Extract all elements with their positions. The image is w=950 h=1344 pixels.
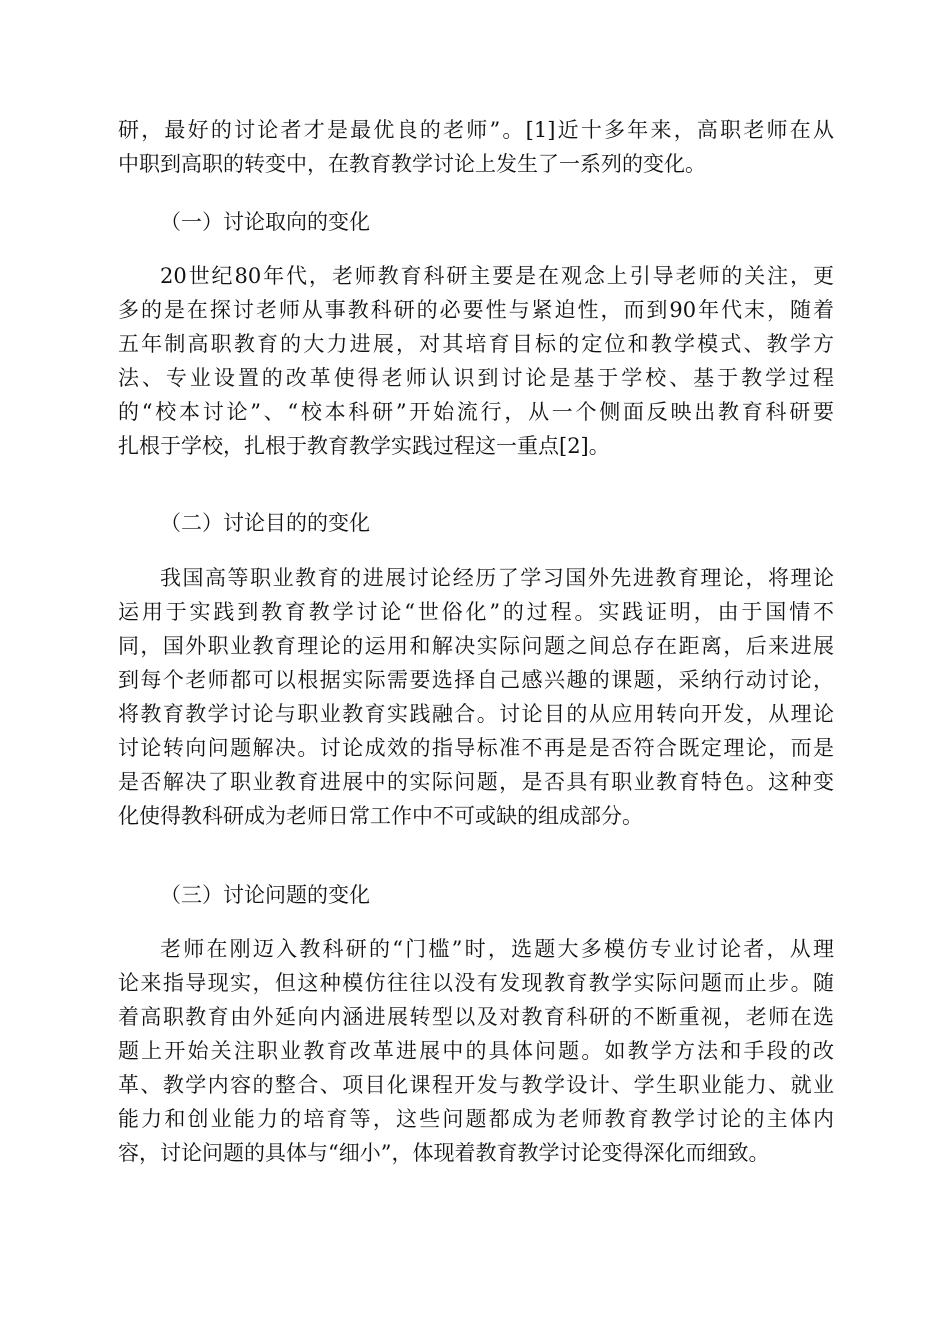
text-line: 着高职教育由外延向内涵进展转型以及对教育科研的不断重视，老师在选 (118, 1005, 834, 1029)
section-heading-2: （二）讨论目的的变化 (160, 511, 370, 535)
text-line: 扎根于学校，扎根于教育教学实践过程这一重点[2]。 (118, 434, 610, 458)
paragraph-research-purpose (118, 561, 834, 833)
section-heading-1: （一）讨论取向的变化 (160, 210, 370, 234)
text-line: 革、教学内容的整合、项目化课程开发与教学设计、学生职业能力、就业 (118, 1073, 834, 1097)
text-line: 老师在刚迈入教科研的“门槛”时，选题大多模仿专业讨论者，从理 (160, 937, 834, 961)
text-line: 将教育教学讨论与职业教育实践融合。讨论目的从应用转向开发，从理论 (118, 702, 834, 726)
text-line: 到每个老师都可以根据实际需要选择自己感兴趣的课题，采纳行动讨论， (118, 668, 834, 692)
paragraph-research-problems (118, 932, 834, 1170)
text-line: 能力和创业能力的培育等，这些问题都成为老师教育教学讨论的主体内 (118, 1107, 834, 1131)
text-line: 20世纪80年代，老师教育科研主要是在观念上引导老师的关注，更 (160, 264, 834, 288)
paragraph-continuation (118, 113, 834, 181)
text-line: 我国高等职业教育的进展讨论经历了学习国外先进教育理论，将理论 (160, 566, 834, 590)
text-line: 多的是在探讨老师从事教科研的必要性与紧迫性，而到90年代末，随着 (118, 298, 834, 322)
paragraph-research-orientation (118, 259, 834, 463)
text-line: 化使得教科研成为老师日常工作中不可或缺的组成部分。 (118, 804, 643, 828)
text-line: 研，最好的讨论者才是最优良的老师”。[1]近十多年来，高职老师在从 (118, 118, 834, 142)
text-line: 论来指导现实，但这种模仿往往以没有发现教育教学实际问题而止步。随 (118, 971, 834, 995)
section-heading-3: （三）讨论问题的变化 (160, 883, 370, 907)
text-line: 五年制高职教育的大力进展，对其培育目标的定位和教学模式、教学方 (118, 332, 834, 356)
text-line: 的“校本讨论”、“校本科研”开始流行，从一个侧面反映出教育科研要 (118, 400, 834, 424)
text-line: 容，讨论问题的具体与“细小”，体现着教育教学讨论变得深化而细致。 (118, 1141, 770, 1165)
text-line: 法、专业设置的改革使得老师认识到讨论是基于学校、基于教学过程 (118, 366, 834, 390)
text-line: 讨论转向问题解决。讨论成效的指导标准不再是是否符合既定理论，而是 (118, 736, 834, 760)
text-line: 题上开始关注职业教育改革进展中的具体问题。如教学方法和手段的改 (118, 1039, 834, 1063)
text-line: 运用于实践到教育教学讨论“世俗化”的过程。实践证明，由于国情不 (118, 600, 834, 624)
text-line: 中职到高职的转变中，在教育教学讨论上发生了一系列的变化。 (118, 152, 706, 176)
text-line: 同，国外职业教育理论的运用和解决实际问题之间总存在距离，后来进展 (118, 634, 834, 658)
text-line: 是否解决了职业教育进展中的实际问题，是否具有职业教育特色。这种变 (118, 770, 834, 794)
